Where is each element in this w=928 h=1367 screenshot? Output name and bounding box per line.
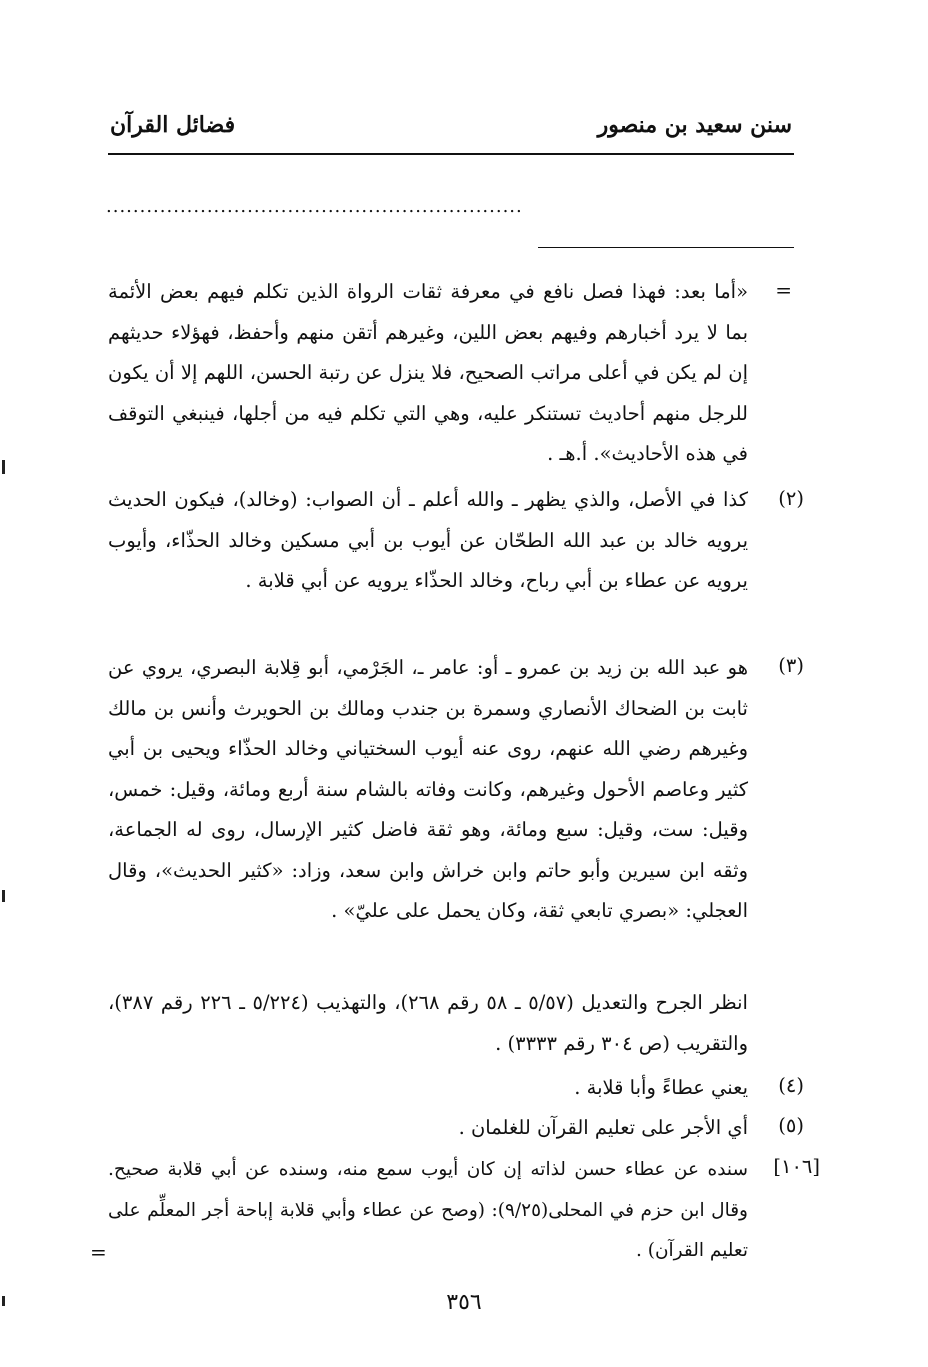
- running-header-chapter-title: فضائل القرآن: [110, 112, 236, 138]
- footnote-3-number: (٣): [778, 654, 804, 677]
- scan-edge-mark: [2, 460, 5, 474]
- running-header-book-title: سنن سعيد بن منصور: [597, 112, 792, 138]
- dotted-separator: ..............................................................: [106, 196, 523, 217]
- hadith-106-number: [١٠٦]: [773, 1155, 820, 1178]
- footnote-continuation-marker: =: [775, 278, 792, 302]
- footnote-2-number: (٢): [778, 487, 804, 510]
- footnote-separator-rule: [538, 247, 794, 248]
- footnote-2-text: كذا في الأصل، والذي يظهر ـ والله أعلم ـ أن الصواب: (وخالد)، فيكون الحديث يرويه خالد بن عبد الله الطحّان عن أيوب بن أبي مسكين وخالد الحذّاء، وأيوب يرويه عن عطاء بن أبي رباح، وخالد الحذّاء يرويه عن أبي قلابة .: [108, 488, 748, 592]
- scan-edge-mark: [2, 1296, 5, 1306]
- footnote-3-references: انظر الجرح والتعديل (٥/٥٧ ـ ٥٨ رقم ٢٦٨)، والتهذيب (٥/٢٢٤ ـ ٢٢٦ رقم ٣٨٧)، والتقريب (ص ٣٠٤ رقم ٣٣٣٣) .: [108, 991, 748, 1055]
- continuation-marker: =: [90, 1240, 107, 1264]
- footnote-1-continuation: «أما بعد: فهذا فصل نافع في معرفة ثقات الرواة الذين تكلم فيهم بعض الأئمة بما لا يرد أخبارهم وفيهم بعض اللين، وغيرهم أتقن منهم وأحفظ، فهؤلاء حديثهم إن لم يكن في أعلى مراتب الصحيح، فلا ينزل عن رتبة الحسن، اللهم إلا أن يكون للرجل منهم أحاديث تستنكر عليه، وهي التي تكلم فيه من أجلها، فينبغي التوقف في هذه الأحاديث». أ.هـ .: [108, 280, 748, 465]
- footnote-4-text: يعني عطاءً وأبا قلابة .: [574, 1076, 748, 1099]
- hadith-106-grading: سنده عن عطاء حسن لذاته إن كان أيوب سمع منه، وسنده عن أبي قلابة صحيح. وقال ابن حزم في المحلى(٩/٢٥): (وصح عن عطاء وأبي قلابة إباحة أجر المعلِّم على تعليم القرآن) .: [108, 1159, 748, 1261]
- footnote-3-text: هو عبد الله بن زيد بن عمرو ـ أو: عامر ـ، الجَرْمي، أبو قِلابة البصري، يروي عن ثابت بن الضحاك الأنصاري وسمرة بن جندب ومالك بن الحويرث وأنس بن مالك وغيرهم رضي الله عنهم، روى عنه أيوب السختياني وخالد الحذّاء ويحيى بن أبي كثير وعاصم الأحول وغيرهم، وكانت وفاته بالشام سنة أربع ومائة، وقيل: خمس، وقيل: ست، وقيل: سبع ومائة، وهو ثقة فاضل كثير الإرسال، روى له الجماعة، وثقه ابن سيرين وأبو حاتم وابن خراش وابن سعد، وزاد: «كثير الحديث»، وقال العجلي: «بصري تابعي ثقة، وكان يحمل على عليّ» .: [108, 656, 748, 922]
- footnote-5-number: (٥): [778, 1114, 804, 1137]
- header-rule: [108, 153, 794, 155]
- page-number: ٣٥٦: [446, 1290, 482, 1315]
- footnote-4-number: (٤): [778, 1074, 804, 1097]
- scan-edge-mark: [2, 890, 5, 902]
- footnote-5-text: أي الأجر على تعليم القرآن للغلمان .: [458, 1116, 748, 1139]
